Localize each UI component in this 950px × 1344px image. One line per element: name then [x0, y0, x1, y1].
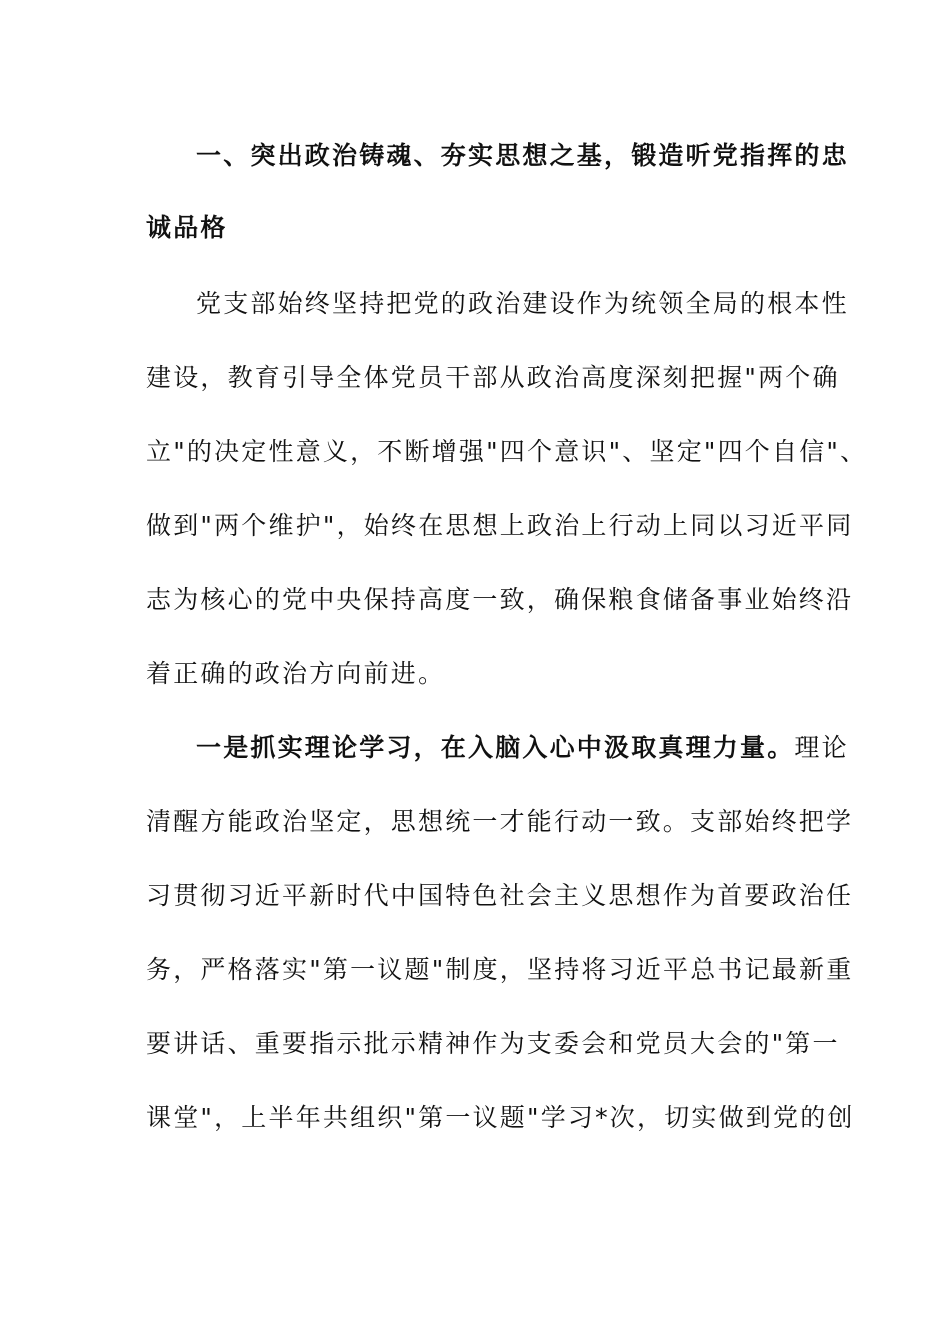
paragraph-2-first-line: [196, 728, 876, 768]
paragraph-2-lead-rest: 理论: [794, 733, 849, 762]
paragraph-2-lead-bold: 一是抓实理论学习，在入脑入心中汲取真理力量。: [196, 733, 795, 762]
paragraph-1-line: 做到"两个维护"，始终在思想上政治上行动上同以习近平同: [146, 511, 854, 540]
section-heading-line-2: 诚品格: [146, 213, 228, 242]
paragraph-2-line: 务，严格落实"第一议题"制度，坚持将习近平总书记最新重: [146, 955, 854, 984]
paragraph-2-line: 习贯彻习近平新时代中国特色社会主义思想作为首要政治任: [146, 881, 854, 910]
paragraph-1-line: 党支部始终坚持把党的政治建设作为统领全局的根本性: [196, 289, 849, 318]
paragraph-1-line: 建设，教育引导全体党员干部从政治高度深刻把握"两个确: [146, 363, 840, 392]
paragraph-2-line: 要讲话、重要指示批示精神作为支委会和党员大会的"第一: [146, 1029, 840, 1058]
paragraph-1-line: 志为核心的党中央保持高度一致，确保粮食储备事业始终沿: [146, 585, 854, 614]
paragraph-1-line: 着正确的政治方向前进。: [146, 659, 446, 688]
section-heading-line-1: 一、突出政治铸魂、夯实思想之基，锻造听党指挥的忠: [196, 141, 849, 170]
paragraph-2-line: 清醒方能政治坚定，思想统一才能行动一致。支部始终把学: [146, 807, 854, 836]
paragraph-2-line: 课堂"，上半年共组织"第一议题"学习*次，切实做到党的创: [146, 1103, 855, 1132]
paragraph-1-line: 立"的决定性意义，不断增强"四个意识"、坚定"四个自信"、: [146, 437, 868, 466]
